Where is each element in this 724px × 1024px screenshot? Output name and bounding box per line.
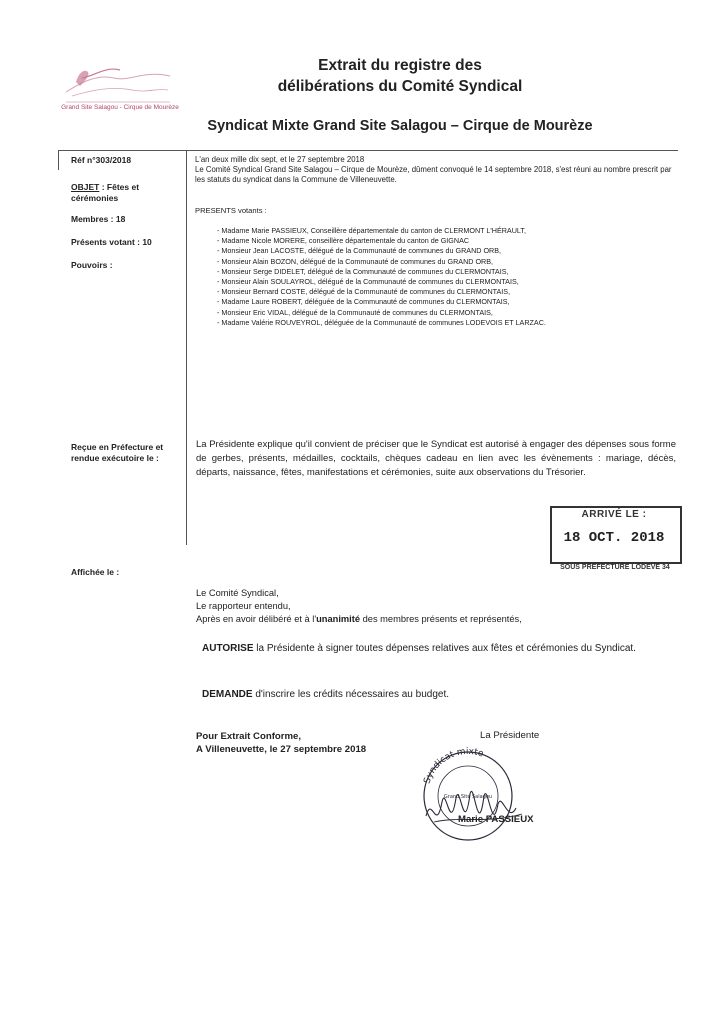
prefecture-receipt-label: Reçue en Préfecture et rendue exécutoire le :	[71, 442, 164, 463]
title-line-2: délibérations du Comité Syndical	[277, 78, 523, 95]
seal-inner-text: Grand Site Salagou	[443, 794, 493, 800]
subject-label: OBJET	[71, 182, 100, 192]
list-item: - Monsieur Eric VIDAL, délégué de la Communauté de communes du CLERMONTAIS,	[217, 308, 677, 318]
frame-top-rule	[58, 150, 678, 151]
list-item: - Monsieur Jean LACOSTE, délégué de la Communauté de communes du GRAND ORB,	[217, 246, 677, 256]
list-item: - Madame Laure ROBERT, déléguée de la Communauté de communes du CLERMONTAIS,	[217, 297, 677, 307]
list-item: - Monsieur Alain BOZON, délégué de la Communauté de communes du GRAND ORB,	[217, 257, 677, 267]
intro-date-line: L'an deux mille dix sept, et le 27 septembre 2018	[195, 155, 365, 164]
arrival-stamp-label: ARRIVÉ LE :	[581, 509, 647, 520]
unanimity-post: des membres présents et représentés,	[360, 614, 522, 624]
decision-demande	[202, 688, 672, 702]
arrival-stamp-date: 18 OCT. 2018	[563, 530, 665, 546]
president-name: Marie PASSIEUX	[458, 814, 534, 825]
list-item: - Monsieur Bernard COSTE, délégué de la Communauté de communes du CLERMONTAIS,	[217, 287, 677, 297]
list-item: - Madame Nicole MORERE, conseillère départementale du canton de GIGNAC	[217, 236, 677, 246]
title-line-1: Extrait du registre des	[318, 57, 482, 74]
present-voters-count: Présents votant : 10	[71, 237, 152, 247]
closing-block	[196, 730, 366, 756]
decision-authorise	[202, 642, 672, 656]
list-item: - Madame Valérie ROUVEYROL, déléguée de la Communauté de communes LODEVOIS ET LARZAC.	[217, 318, 677, 328]
present-voters-heading: PRESENTS votants :	[195, 206, 267, 215]
members-list	[217, 226, 677, 328]
list-item: - Madame Marie PASSIEUX, Conseillère départementale du canton de CLERMONT L'HÉRAULT,	[217, 226, 677, 236]
arrival-stamp-office: SOUS PRÉFECTURE LODEVE 34	[560, 564, 670, 571]
logo-caption: Grand Site Salagou - Cirque de Mourèze	[61, 104, 179, 111]
list-item: - Monsieur Serge DIDELET, délégué de la Communauté de communes du CLERMONTAIS,	[217, 267, 677, 277]
unanimity-line	[196, 613, 676, 626]
frame-left-rule	[58, 150, 59, 170]
deliberation-preamble	[196, 587, 676, 626]
members-count: Membres : 18	[71, 214, 126, 224]
column-divider	[186, 150, 187, 545]
explanation-paragraph: La Présidente explique qu'il convient de préciser que le Syndicat est autorisé à engager des dépenses sous forme de gerbes, présents, médailles, cocktails, chèques cadeau en lien avec les évènements : mariage, décès, départs, naissance, fêtes, manifestations et cérémonies, suite aux observations du Trésorier.	[196, 439, 676, 478]
list-item: - Monsieur Alain SOULAYROL, délégué de la Communauté de communes du CLERMONTAIS,	[217, 277, 677, 287]
posted-date-label: Affichée le :	[71, 567, 120, 577]
subject	[71, 182, 181, 204]
intro-convocation: Le Comité Syndical Grand Site Salagou – Cirque de Mourèze, dûment convoqué le 14 septembre 2018, s'est réuni au nombre prescrit par les statuts du syndicat dans la Commune de Villeneuvette.	[195, 165, 672, 184]
proxies-label: Pouvoirs :	[71, 260, 113, 270]
authorise-text: la Présidente à signer toutes dépenses relatives aux fêtes et cérémonies du Syndicat.	[253, 643, 636, 654]
syndicate-seal	[398, 724, 538, 854]
closing-conforme: Pour Extrait Conforme,	[196, 731, 302, 742]
unanimity-keyword: unanimité	[316, 614, 361, 624]
meeting-intro	[195, 155, 675, 185]
closing-place-date: A Villeneuvette, le 27 septembre 2018	[196, 744, 367, 755]
reference-number: Réf n°303/2018	[71, 155, 132, 165]
organization-title: Syndicat Mixte Grand Site Salagou – Cirque de Mourèze	[207, 118, 593, 134]
demande-keyword: DEMANDE	[202, 689, 253, 700]
unanimity-pre: Après en avoir délibéré et à l'	[196, 614, 317, 624]
document-title	[240, 55, 560, 97]
subject-text: : Fêtes et cérémonies	[71, 182, 140, 203]
seal-ring-text: Syndicat mixte	[422, 746, 485, 786]
rapporteur-line: Le rapporteur entendu,	[196, 601, 291, 611]
demande-text: d'inscrire les crédits nécessaires au budget.	[252, 689, 450, 700]
president-title: La Présidente	[480, 730, 540, 741]
svg-text:Syndicat mixte	[423, 747, 486, 785]
authorise-keyword: AUTORISE	[202, 643, 254, 654]
committee-line: Le Comité Syndical,	[196, 588, 279, 598]
